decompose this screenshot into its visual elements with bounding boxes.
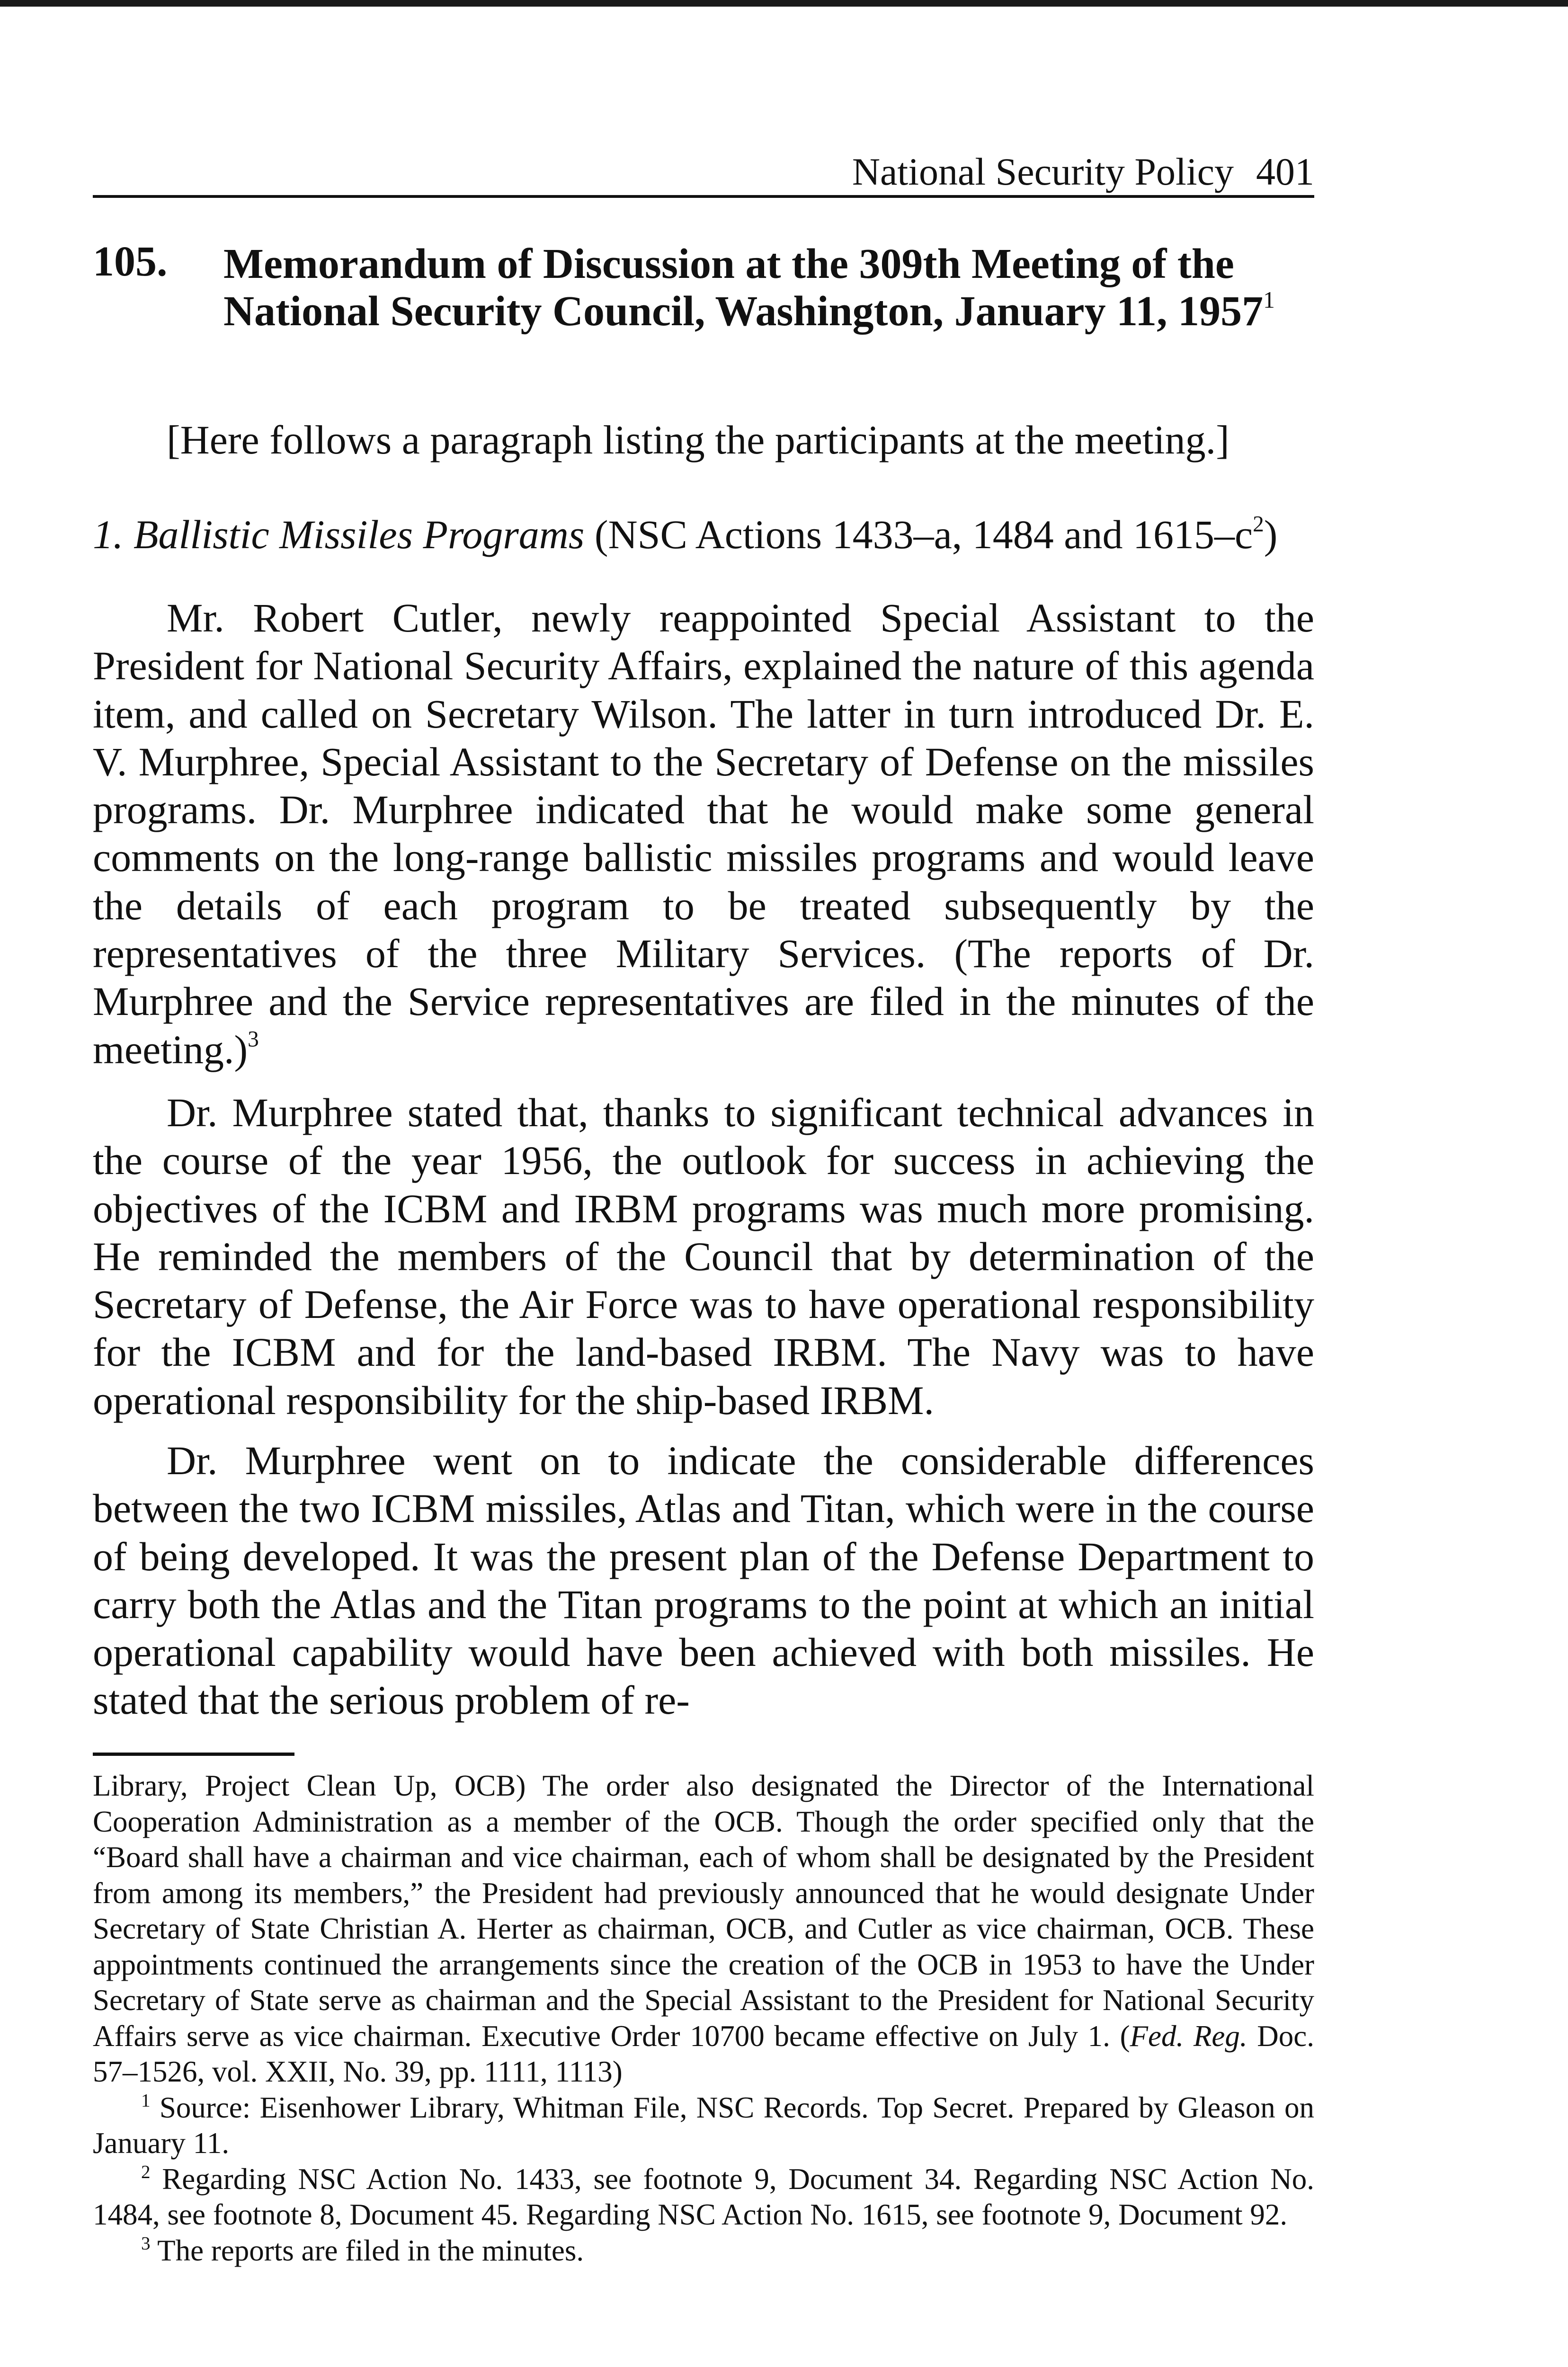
footnote-2: [93, 2162, 1314, 2233]
footnote-3: [93, 2233, 1314, 2269]
footnote-separator: [93, 1753, 294, 1756]
editorial-note: [Here follows a paragraph listing the participants at the meeting.]: [167, 417, 1229, 463]
agenda-item-actions: (NSC Actions 1433–a, 1484 and 1615–c: [594, 512, 1253, 557]
footnote-continued-fed-reg: Fed. Reg.: [1130, 2019, 1247, 2053]
body-paragraph-1: [93, 594, 1314, 1074]
running-title: National Security Policy: [852, 150, 1234, 193]
footnote-3-mark: 3: [141, 2233, 151, 2254]
footnote-ref-3: 3: [248, 1027, 259, 1052]
footnote-continued-text-b: Doc. 57–1526, vol. XXII, No. 39, pp. 1111, 1113): [93, 2019, 1314, 2088]
footnote-ref-1: 1: [1263, 286, 1275, 313]
agenda-item-heading: [93, 511, 1277, 558]
body-paragraph-2: Dr. Murphree stated that, thanks to significant technical advances in the course of the year 1956, the outlook for success in achieving the objectives of the ICBM and IRBM programs was much more promising. He reminded the members of the Council that by determination of the Secretary of Defense, the Air Force was to have operational responsibility for the ICBM and for the land-based IRBM. The Navy was to have operational responsibility for the ship-based IRBM.: [93, 1090, 1314, 1423]
footnote-1-mark: 1: [141, 2090, 151, 2111]
footnote-2-text: Regarding NSC Action No. 1433, see footnote 9, Document 34. Regarding NSC Action No. 1484, see footnote 8, Document 45. Regarding NSC Action No. 1615, see footnote 9, Document 92.: [93, 2162, 1314, 2231]
agenda-item-close-paren: ): [1264, 512, 1278, 557]
footnote-3-text: The reports are filed in the minutes.: [150, 2234, 584, 2267]
footnote-continued-text-a: Library, Project Clean Up, OCB) The order also designated the Director of the International Cooperation Administration as a member of the OCB. Though the order specified only that the “Board shall have a chairman and vice chairman, each of whom shall be designated by the President from among its members,” the President had previously announced that he would designate Under Secretary of State Christian A. Herter as chairman, OCB, and Cutler as vice chairman, OCB. These appointments continued the arrangements since the creation of the OCB in 1953 to have the Under Secretary of State serve as chairman and the Special Assistant to the President for National Security Affairs serve as vice chairman. Executive Order 10700 became effective on July 1. (: [93, 1769, 1314, 2053]
page-number: 401: [1256, 150, 1314, 193]
footnote-continued: [93, 1768, 1314, 2090]
body-paragraph-1-text: Mr. Robert Cutler, newly reappointed Special Assistant to the President for National Security Affairs, explained the nature of this agenda item, and called on Secretary Wilson. The latter in turn introduced Dr. E. V. Murphree, Special Assistant to the Secretary of Defense on the missiles programs. Dr. Murphree indicated that he would make some general comments on the long-range ballistic missiles programs and would leave the details of each program to be treated subsequently by the representatives of the three Military Services. (The reports of Dr. Murphree and the Service representatives are filed in the minutes of the meeting.): [93, 595, 1314, 1072]
document-title-text: Memorandum of Discussion at the 309th Meeting of the National Security Council, Washington, January 11, 1957: [223, 240, 1264, 335]
running-header: [93, 142, 1314, 198]
footnote-1: [93, 2090, 1314, 2162]
agenda-item-title: 1. Ballistic Missiles Programs: [93, 512, 585, 557]
footnotes: [93, 1768, 1314, 2269]
body-paragraph-3: Dr. Murphree went on to indicate the considerable differences between the two ICBM missiles, Atlas and Titan, which were in the course of being developed. It was the present plan of the Defense Department to carry both the Atlas and the Titan programs to the point at which an initial operational capability would have been achieved with both missiles. He stated that the serious problem of re-: [93, 1438, 1314, 1723]
footnote-2-mark: 2: [141, 2162, 151, 2182]
document-title: [223, 240, 1312, 335]
footnote-ref-2: 2: [1253, 512, 1264, 537]
document-number: 105.: [93, 238, 168, 285]
footnote-1-text: Source: Eisenhower Library, Whitman File, NSC Records. Top Secret. Prepared by Gleason on January 11.: [93, 2091, 1314, 2160]
top-border-rule: [0, 0, 1568, 7]
